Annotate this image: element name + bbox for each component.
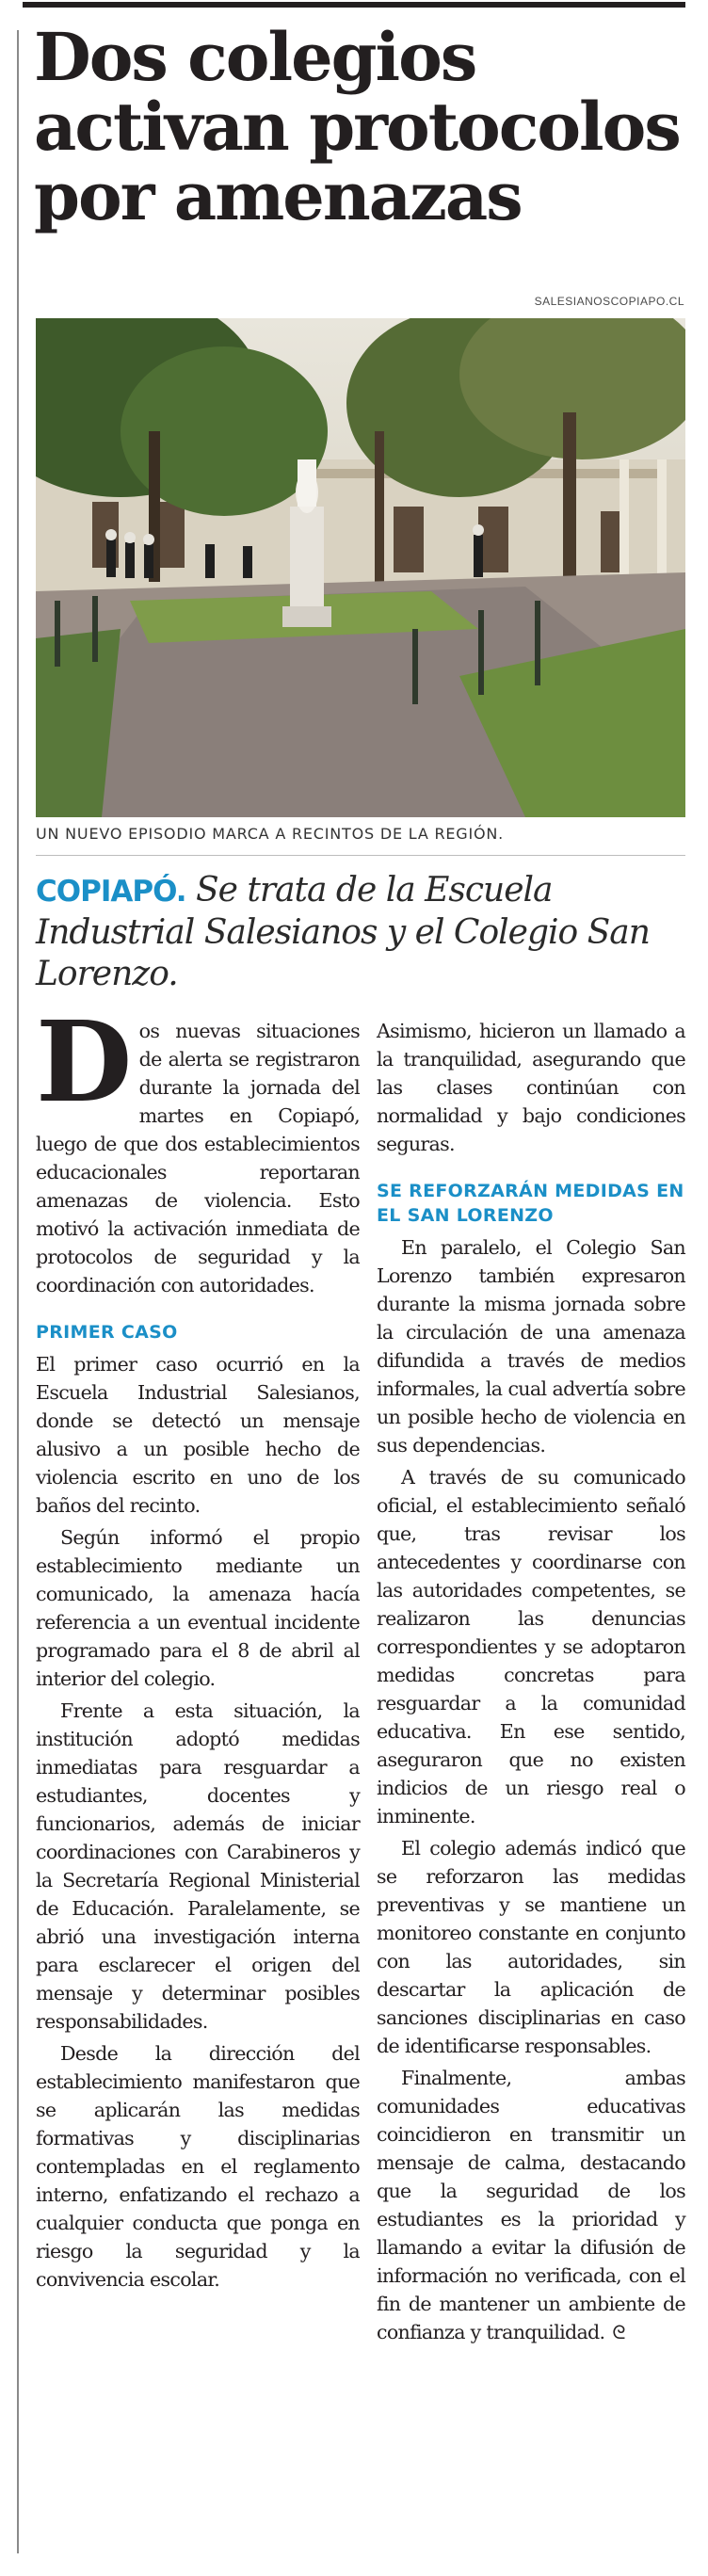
body-paragraph: Desde la dirección del establecimiento manifestaron que se aplicarán las medidas formativas y disciplinarias contempladas en el reglamento interno, enfatizando el rechazo a cualquier conducta que ponga en riesgo la seguridad y la convivencia escolar.	[36, 2042, 360, 2291]
deck-text: Se trata de la Escuela Industrial Salesianos y el Colegio San Lorenzo.	[36, 871, 650, 993]
subheading-primer-caso: PRIMER CASO	[36, 1322, 178, 1343]
body-paragraph: Según informó el propio establecimiento mediante un comunicado, la amenaza hacía referencia a un eventual incidente programado para el 8 de abril al interior del colegio.	[36, 1526, 360, 1690]
body-column-left	[36, 996, 360, 2294]
body-paragraph: Asimismo, hicieron un llamado a la tranquilidad, asegurando que las clases continúan con normalidad y bajo condiciones seguras.	[377, 1020, 685, 1155]
caption-rule	[36, 855, 685, 856]
photo-caption: UN NUEVO EPISODIO MARCA A RECINTOS DE LA REGIÓN.	[36, 825, 505, 843]
body-column-right	[377, 1017, 685, 2346]
photo-credit: SALESIANOSCOPIAPO.CL	[534, 295, 684, 308]
body-paragraph	[377, 2064, 685, 2346]
drop-cap: D	[36, 996, 132, 1127]
school-courtyard-photo	[36, 318, 685, 817]
body-paragraph: En paralelo, el Colegio San Lorenzo también expresaron durante la misma jornada sobre la circulación de una amenaza difundida a través de medios informales, la cual advertía sobre un posible hecho de violencia en sus dependencias.	[377, 1236, 685, 1457]
subheading-san-lorenzo: SE REFORZARÁN MEDIDAS EN EL SAN LORENZO	[377, 1181, 684, 1226]
deck-kicker: COPIAPÓ.	[36, 875, 186, 909]
body-paragraph	[36, 996, 360, 1299]
headline: Dos colegios activan protocolos por amenazas	[34, 18, 680, 235]
body-paragraph: El primer caso ocurrió en la Escuela Industrial Salesianos, donde se detectó un mensaje alusivo a un posible hecho de violencia escrito en uno de los baños del recinto.	[36, 1353, 360, 1517]
body-paragraph: El colegio además indicó que se reforzaron las medidas preventivas y se mantiene un monitoreo constante en conjunto con las autoridades, sin descartar la aplicación de sanciones disciplinarias en caso de identificarse responsables.	[377, 1837, 685, 2057]
top-rule	[23, 2, 685, 8]
paragraph-text: Finalmente, ambas comunidades educativas coincidieron en transmitir un mensaje de calma, destacando que la seguridad de los estudiantes es la prioridad y llamando a evitar la difusión de información no verificada, con el fin de mantener un ambiente de confianza y tranquilidad.	[377, 2067, 685, 2343]
body-paragraph: Frente a esta situación, la institución adoptó medidas inmediatas para resguardar a estudiantes, docentes y funcionarios, además de iniciar coordinaciones con Carabineros y la Secretaría Regional Ministerial de Educación. Paralelamente, se abrió una investigación interna para esclarecer el origen del mensaje y determinar posibles responsabilidades.	[36, 1699, 360, 2033]
deck	[36, 870, 685, 995]
paragraph-text: os nuevas situaciones de alerta se registraron durante la jornada del martes en Copiapó, luego de que dos establecimientos educacionales reportaran amenazas de violencia. Esto motivó la activación inmediata de protocolos de seguridad y la coordinación con autoridades.	[36, 1020, 360, 1296]
end-mark-icon: ᘓ	[612, 2321, 625, 2343]
body-paragraph: A través de su comunicado oficial, el establecimiento señaló que, tras revisar los antecedentes y coordinarse con las autoridades competentes, se realizaron las denuncias correspondientes y se adoptaron medidas concretas para resguardar a la comunidad educativa. En ese sentido, aseguraron que no existen indicios de un riesgo real o inminente.	[377, 1466, 685, 1827]
column-divider	[17, 30, 19, 2553]
